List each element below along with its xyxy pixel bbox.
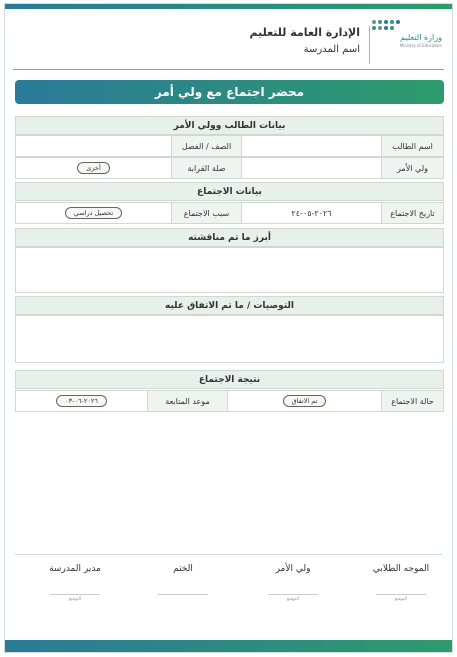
- guardian-label: ولي الأمر: [381, 158, 443, 178]
- signature-title: مدير المدرسة: [49, 564, 101, 574]
- signature-line: [158, 594, 208, 595]
- meeting-date-value[interactable]: ٢٠٢٦-٠٥-٢٤: [241, 203, 381, 223]
- signature-counselor: [356, 564, 446, 602]
- grade-field[interactable]: [16, 136, 171, 156]
- signature-guardian: [248, 564, 338, 602]
- relation-label: صلة القرابة: [171, 158, 241, 178]
- signature-stamp: [138, 564, 228, 597]
- page: [4, 3, 453, 653]
- recommendations-textarea[interactable]: [15, 315, 444, 363]
- meeting-reason-pill[interactable]: تحصيل دراسي: [65, 207, 122, 219]
- section-student-header: بيانات الطالب وولي الأمر: [15, 116, 444, 135]
- followup-value-pill[interactable]: ٢٠٢٦-٠٦-٠٣: [56, 395, 107, 407]
- meeting-row: [15, 202, 444, 224]
- signature-line: [268, 594, 318, 595]
- status-value-pill[interactable]: تم الاتفاق: [283, 395, 327, 407]
- section-recommendations-header: التوصيات / ما تم الاتفاق عليه: [15, 296, 444, 315]
- school-name: اسم المدرسة: [303, 44, 360, 55]
- guardian-field[interactable]: [241, 158, 381, 178]
- signature-sub: التوقيع: [68, 597, 82, 602]
- guardian-row: [15, 157, 444, 179]
- header-divider: [369, 26, 370, 64]
- page-title: محضر اجتماع مع ولي أمر: [15, 80, 444, 104]
- followup-cell: [16, 391, 147, 411]
- meeting-date-label: تاريخ الاجتماع: [381, 203, 443, 223]
- status-label: حالة الاجتماع: [381, 391, 443, 411]
- signature-sub: التوقيع: [286, 597, 300, 602]
- ministry-logo: [372, 20, 442, 48]
- top-gradient-bar: [5, 4, 452, 9]
- grade-label: الصف / الفصل: [171, 136, 241, 156]
- logo-dots-icon: [372, 20, 442, 24]
- ministry-sub-label: Ministry of Education: [399, 43, 442, 48]
- result-row: [15, 390, 444, 412]
- signature-principal: [30, 564, 120, 602]
- section-discussed-header: أبرز ما تم مناقشته: [15, 228, 444, 247]
- signature-line: [376, 594, 426, 595]
- status-cell: [227, 391, 381, 411]
- bottom-gradient-bar: [5, 640, 452, 652]
- meeting-reason-label: سبب الاجتماع: [171, 203, 241, 223]
- student-name-row: [15, 135, 444, 157]
- section-result-header: نتيجة الاجتماع: [15, 370, 444, 389]
- signature-title: ولي الأمر: [275, 564, 311, 574]
- meeting-reason-cell: [16, 203, 171, 223]
- relation-cell: [16, 158, 171, 178]
- discussed-textarea[interactable]: [15, 247, 444, 293]
- student-name-field[interactable]: [241, 136, 381, 156]
- signature-divider: [15, 554, 442, 555]
- signature-line: [50, 594, 100, 595]
- signature-title: الختم: [173, 564, 193, 574]
- ministry-label: وزارة التعليم: [400, 33, 442, 42]
- header-line: [13, 69, 444, 70]
- student-name-label: اسم الطالب: [381, 136, 443, 156]
- admin-name: الإدارة العامة للتعليم: [249, 26, 360, 39]
- header: [5, 14, 452, 69]
- relation-value-pill[interactable]: أخرى: [77, 162, 110, 174]
- signature-sub: التوقيع: [394, 597, 408, 602]
- signature-title: الموجه الطلابي: [372, 564, 430, 574]
- followup-label: موعد المتابعة: [147, 391, 227, 411]
- section-meeting-header: بيانات الاجتماع: [15, 182, 444, 201]
